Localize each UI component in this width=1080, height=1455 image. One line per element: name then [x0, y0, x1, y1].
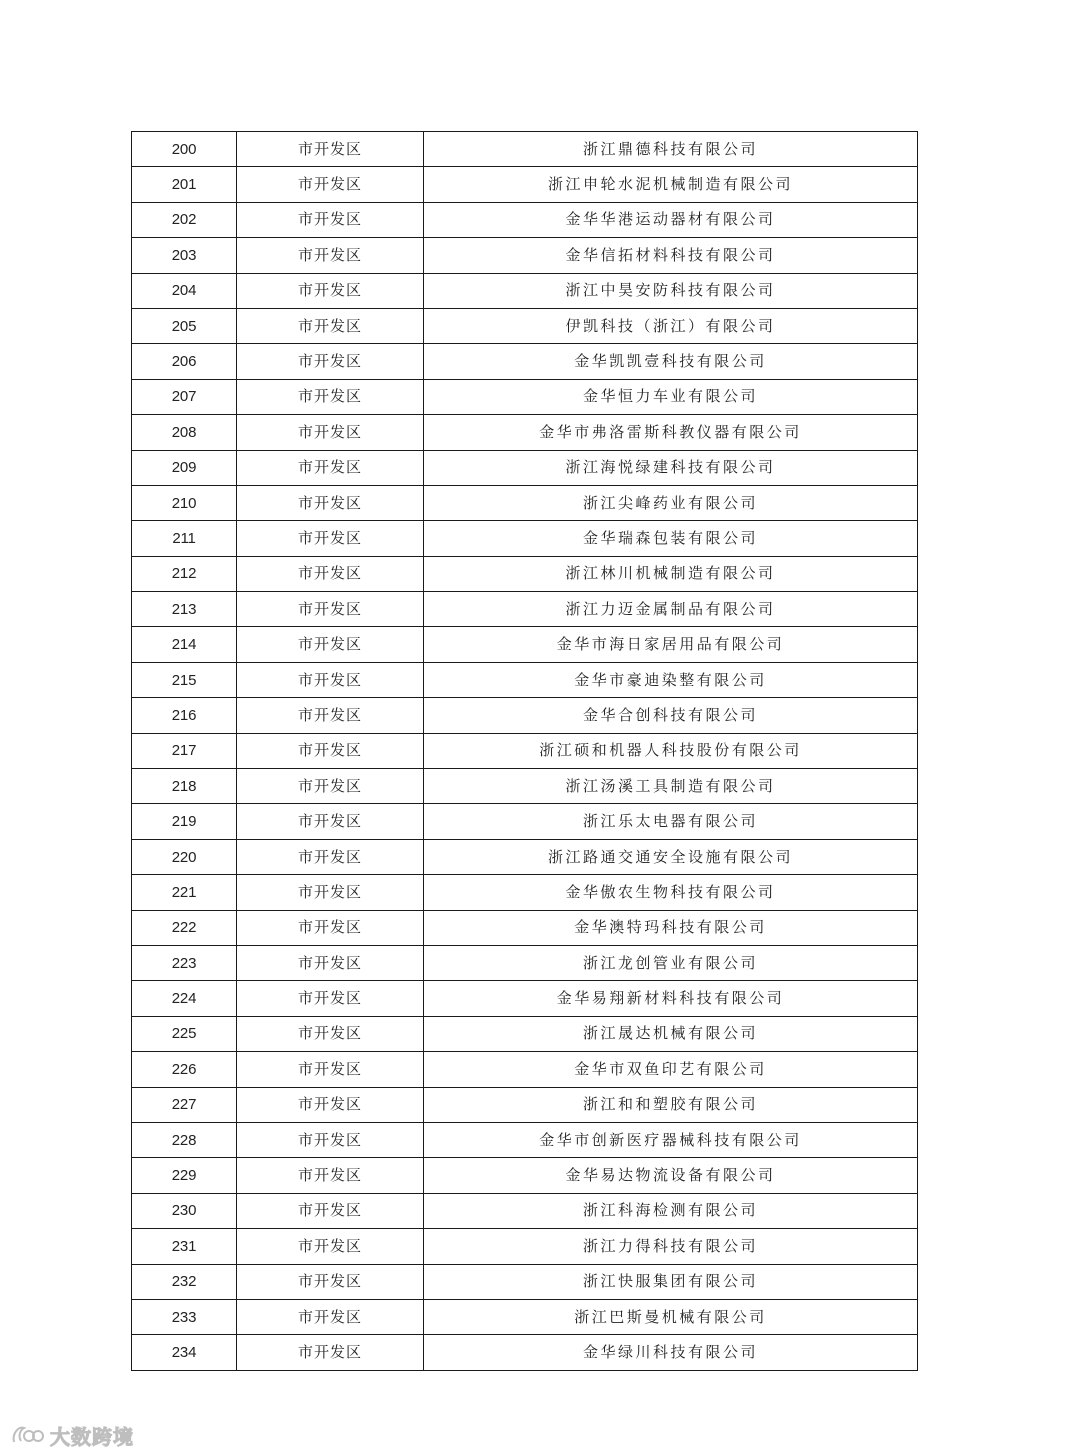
table-row — [132, 485, 918, 520]
row-number-cell: 232 — [132, 1264, 237, 1299]
row-number-cell: 211 — [132, 521, 237, 556]
district-cell: 市开发区 — [237, 308, 424, 343]
district-cell: 市开发区 — [237, 698, 424, 733]
row-number-cell: 228 — [132, 1122, 237, 1157]
row-number-cell: 234 — [132, 1335, 237, 1370]
watermark — [10, 1420, 134, 1450]
row-number-cell: 206 — [132, 344, 237, 379]
table-row — [132, 167, 918, 202]
table-row — [132, 379, 918, 414]
district-cell: 市开发区 — [237, 556, 424, 591]
district-cell: 市开发区 — [237, 839, 424, 874]
district-cell: 市开发区 — [237, 769, 424, 804]
table-row — [132, 627, 918, 662]
company-name-cell: 金华易翔新材料科技有限公司 — [424, 981, 918, 1016]
district-cell: 市开发区 — [237, 733, 424, 768]
row-number-cell: 214 — [132, 627, 237, 662]
table-row — [132, 981, 918, 1016]
row-number-cell: 213 — [132, 592, 237, 627]
company-name-cell: 浙江鼎德科技有限公司 — [424, 132, 918, 167]
company-name-cell: 浙江林川机械制造有限公司 — [424, 556, 918, 591]
row-number-cell: 223 — [132, 945, 237, 980]
district-cell: 市开发区 — [237, 167, 424, 202]
company-name-cell: 金华市弗洛雷斯科教仪器有限公司 — [424, 415, 918, 450]
company-name-cell: 浙江力得科技有限公司 — [424, 1229, 918, 1264]
district-cell: 市开发区 — [237, 450, 424, 485]
district-cell: 市开发区 — [237, 238, 424, 273]
table-row — [132, 344, 918, 379]
company-name-cell: 浙江快服集团有限公司 — [424, 1264, 918, 1299]
row-number-cell: 230 — [132, 1193, 237, 1228]
row-number-cell: 227 — [132, 1087, 237, 1122]
table-row — [132, 769, 918, 804]
row-number-cell: 201 — [132, 167, 237, 202]
district-cell: 市开发区 — [237, 132, 424, 167]
company-name-cell: 金华凯凯壹科技有限公司 — [424, 344, 918, 379]
row-number-cell: 224 — [132, 981, 237, 1016]
row-number-cell: 217 — [132, 733, 237, 768]
district-cell: 市开发区 — [237, 415, 424, 450]
row-number-cell: 220 — [132, 839, 237, 874]
table-row — [132, 592, 918, 627]
company-name-cell: 浙江力迈金属制品有限公司 — [424, 592, 918, 627]
table-row — [132, 238, 918, 273]
table-row — [132, 839, 918, 874]
district-cell: 市开发区 — [237, 1087, 424, 1122]
company-list-table — [131, 131, 918, 1371]
table-row — [132, 910, 918, 945]
district-cell: 市开发区 — [237, 662, 424, 697]
table-row — [132, 875, 918, 910]
table-row — [132, 804, 918, 839]
watermark-text: 大数跨境 — [50, 1424, 134, 1449]
company-name-cell: 金华澳特玛科技有限公司 — [424, 910, 918, 945]
district-cell: 市开发区 — [237, 1264, 424, 1299]
row-number-cell: 225 — [132, 1016, 237, 1051]
row-number-cell: 216 — [132, 698, 237, 733]
company-name-cell: 浙江和和塑胶有限公司 — [424, 1087, 918, 1122]
company-name-cell: 浙江龙创管业有限公司 — [424, 945, 918, 980]
row-number-cell: 222 — [132, 910, 237, 945]
table-row — [132, 1052, 918, 1087]
table-row — [132, 1264, 918, 1299]
company-name-cell: 浙江科海检测有限公司 — [424, 1193, 918, 1228]
company-name-cell: 浙江海悦绿建科技有限公司 — [424, 450, 918, 485]
district-cell: 市开发区 — [237, 1052, 424, 1087]
table-row — [132, 308, 918, 343]
table-row — [132, 698, 918, 733]
row-number-cell: 203 — [132, 238, 237, 273]
company-name-cell: 金华瑞森包装有限公司 — [424, 521, 918, 556]
table-row — [132, 1016, 918, 1051]
company-name-cell: 金华市海日家居用品有限公司 — [424, 627, 918, 662]
company-name-cell: 金华易达物流设备有限公司 — [424, 1158, 918, 1193]
row-number-cell: 208 — [132, 415, 237, 450]
district-cell: 市开发区 — [237, 485, 424, 520]
district-cell: 市开发区 — [237, 945, 424, 980]
district-cell: 市开发区 — [237, 521, 424, 556]
table-row — [132, 450, 918, 485]
row-number-cell: 219 — [132, 804, 237, 839]
row-number-cell: 215 — [132, 662, 237, 697]
table-row — [132, 1122, 918, 1157]
company-name-cell: 金华华港运动器材有限公司 — [424, 202, 918, 237]
row-number-cell: 229 — [132, 1158, 237, 1193]
row-number-cell: 221 — [132, 875, 237, 910]
table-row — [132, 1193, 918, 1228]
table-row — [132, 1087, 918, 1122]
brand-logo-icon — [10, 1422, 44, 1448]
table-row — [132, 132, 918, 167]
table-row — [132, 1229, 918, 1264]
row-number-cell: 210 — [132, 485, 237, 520]
company-name-cell: 浙江硕和机器人科技股份有限公司 — [424, 733, 918, 768]
table-row — [132, 1299, 918, 1334]
district-cell: 市开发区 — [237, 592, 424, 627]
table-row — [132, 733, 918, 768]
district-cell: 市开发区 — [237, 1122, 424, 1157]
row-number-cell: 212 — [132, 556, 237, 591]
district-cell: 市开发区 — [237, 875, 424, 910]
company-name-cell: 浙江路通交通安全设施有限公司 — [424, 839, 918, 874]
company-name-cell: 伊凯科技（浙江）有限公司 — [424, 308, 918, 343]
table-row — [132, 1335, 918, 1370]
row-number-cell: 218 — [132, 769, 237, 804]
company-name-cell: 金华合创科技有限公司 — [424, 698, 918, 733]
row-number-cell: 226 — [132, 1052, 237, 1087]
company-name-cell: 金华市豪迪染整有限公司 — [424, 662, 918, 697]
district-cell: 市开发区 — [237, 1158, 424, 1193]
row-number-cell: 205 — [132, 308, 237, 343]
table-row — [132, 202, 918, 237]
company-name-cell: 金华绿川科技有限公司 — [424, 1335, 918, 1370]
table-row — [132, 521, 918, 556]
row-number-cell: 200 — [132, 132, 237, 167]
company-name-cell: 金华恒力车业有限公司 — [424, 379, 918, 414]
row-number-cell: 204 — [132, 273, 237, 308]
district-cell: 市开发区 — [237, 627, 424, 662]
district-cell: 市开发区 — [237, 202, 424, 237]
table-row — [132, 945, 918, 980]
company-name-cell: 浙江晟达机械有限公司 — [424, 1016, 918, 1051]
company-name-cell: 浙江申轮水泥机械制造有限公司 — [424, 167, 918, 202]
row-number-cell: 233 — [132, 1299, 237, 1334]
company-name-cell: 浙江巴斯曼机械有限公司 — [424, 1299, 918, 1334]
row-number-cell: 231 — [132, 1229, 237, 1264]
district-cell: 市开发区 — [237, 379, 424, 414]
table-row — [132, 1158, 918, 1193]
company-name-cell: 浙江尖峰药业有限公司 — [424, 485, 918, 520]
company-name-cell: 浙江乐太电器有限公司 — [424, 804, 918, 839]
district-cell: 市开发区 — [237, 344, 424, 379]
district-cell: 市开发区 — [237, 273, 424, 308]
company-name-cell: 金华市双鱼印艺有限公司 — [424, 1052, 918, 1087]
row-number-cell: 202 — [132, 202, 237, 237]
district-cell: 市开发区 — [237, 1335, 424, 1370]
district-cell: 市开发区 — [237, 1016, 424, 1051]
table-row — [132, 556, 918, 591]
row-number-cell: 209 — [132, 450, 237, 485]
company-name-cell: 金华傲农生物科技有限公司 — [424, 875, 918, 910]
district-cell: 市开发区 — [237, 1193, 424, 1228]
company-name-cell: 浙江中昊安防科技有限公司 — [424, 273, 918, 308]
row-number-cell: 207 — [132, 379, 237, 414]
company-name-cell: 金华市创新医疗器械科技有限公司 — [424, 1122, 918, 1157]
company-name-cell: 浙江汤溪工具制造有限公司 — [424, 769, 918, 804]
table-body — [132, 132, 918, 1371]
district-cell: 市开发区 — [237, 1299, 424, 1334]
district-cell: 市开发区 — [237, 910, 424, 945]
district-cell: 市开发区 — [237, 804, 424, 839]
table-row — [132, 662, 918, 697]
company-name-cell: 金华信拓材料科技有限公司 — [424, 238, 918, 273]
district-cell: 市开发区 — [237, 1229, 424, 1264]
table-row — [132, 273, 918, 308]
table-row — [132, 415, 918, 450]
district-cell: 市开发区 — [237, 981, 424, 1016]
